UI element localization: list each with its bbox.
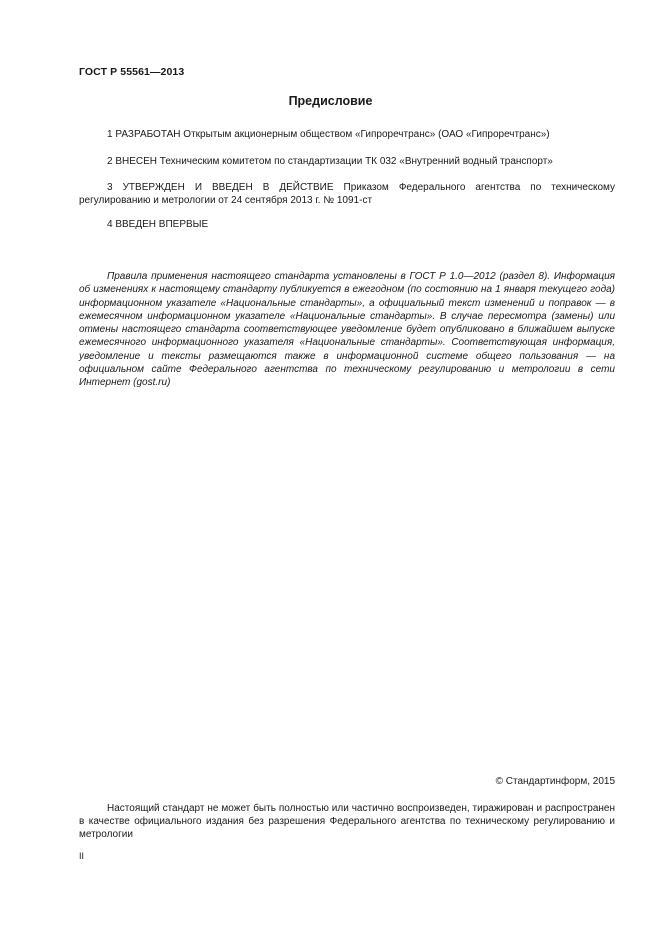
- foreword-item-text: 2 ВНЕСЕН Техническим комитетом по стандартизации ТК 032 «Внутренний водный транспорт»: [107, 156, 553, 167]
- foreword-item-text: 1 РАЗРАБОТАН Открытым акционерным обществом «Гипроречтранс» (ОАО «Гипроречтранс»): [107, 129, 550, 140]
- foreword-item-3: [79, 181, 615, 207]
- page-number: II: [79, 851, 85, 861]
- foreword-item-1: [79, 128, 615, 141]
- foreword-item-text: 4 ВВЕДЕН ВПЕРВЫЕ: [107, 219, 209, 230]
- page-title: Предисловие: [288, 94, 373, 108]
- standard-code: ГОСТ Р 55561—2013: [79, 66, 185, 78]
- foreword-item-2: [79, 155, 615, 168]
- application-rules-notice: Правила применения настоящего стандарта установлены в ГОСТ Р 1.0—2012 (раздел 8). Информация об изменениях к настоящему стандарту публикуется в ежегодном (по состоянию на 1 января текущего года) информационном указателе «Национальные стандарты», а официальный текст изменений и поправок — в ежемесячном информационном указателе «Национальные стандарты». В случае пересмотра (замены) или отмены настоящего стандарта соответствующее уведомление будет опубликовано в ближайшем выпуске ежемесячного информационного указателя «Национальные стандарты». Соответствующая информация, уведомление и тексты размещаются также в информационной системе общего пользования — на официальном сайте Федерального агентства по техническому регулированию и метрологии в сети Интернет (gost.ru): [79, 271, 615, 389]
- foreword-item-text: 3 УТВЕРЖДЕН И ВВЕДЕН В ДЕЙСТВИЕ Приказом Федерального агентства по техническому регулированию и метрологии от 24 сентября 2013 г. № 1091-ст: [79, 182, 615, 206]
- foreword-item-4: [79, 218, 615, 231]
- copyright-line: © Стандартинформ, 2015: [495, 776, 615, 787]
- reproduction-notice: Настоящий стандарт не может быть полностью или частично воспроизведен, тиражирован и распространен в качестве официального издания без разрешения Федерального агентства по техническому регулированию и метрологии: [79, 803, 615, 840]
